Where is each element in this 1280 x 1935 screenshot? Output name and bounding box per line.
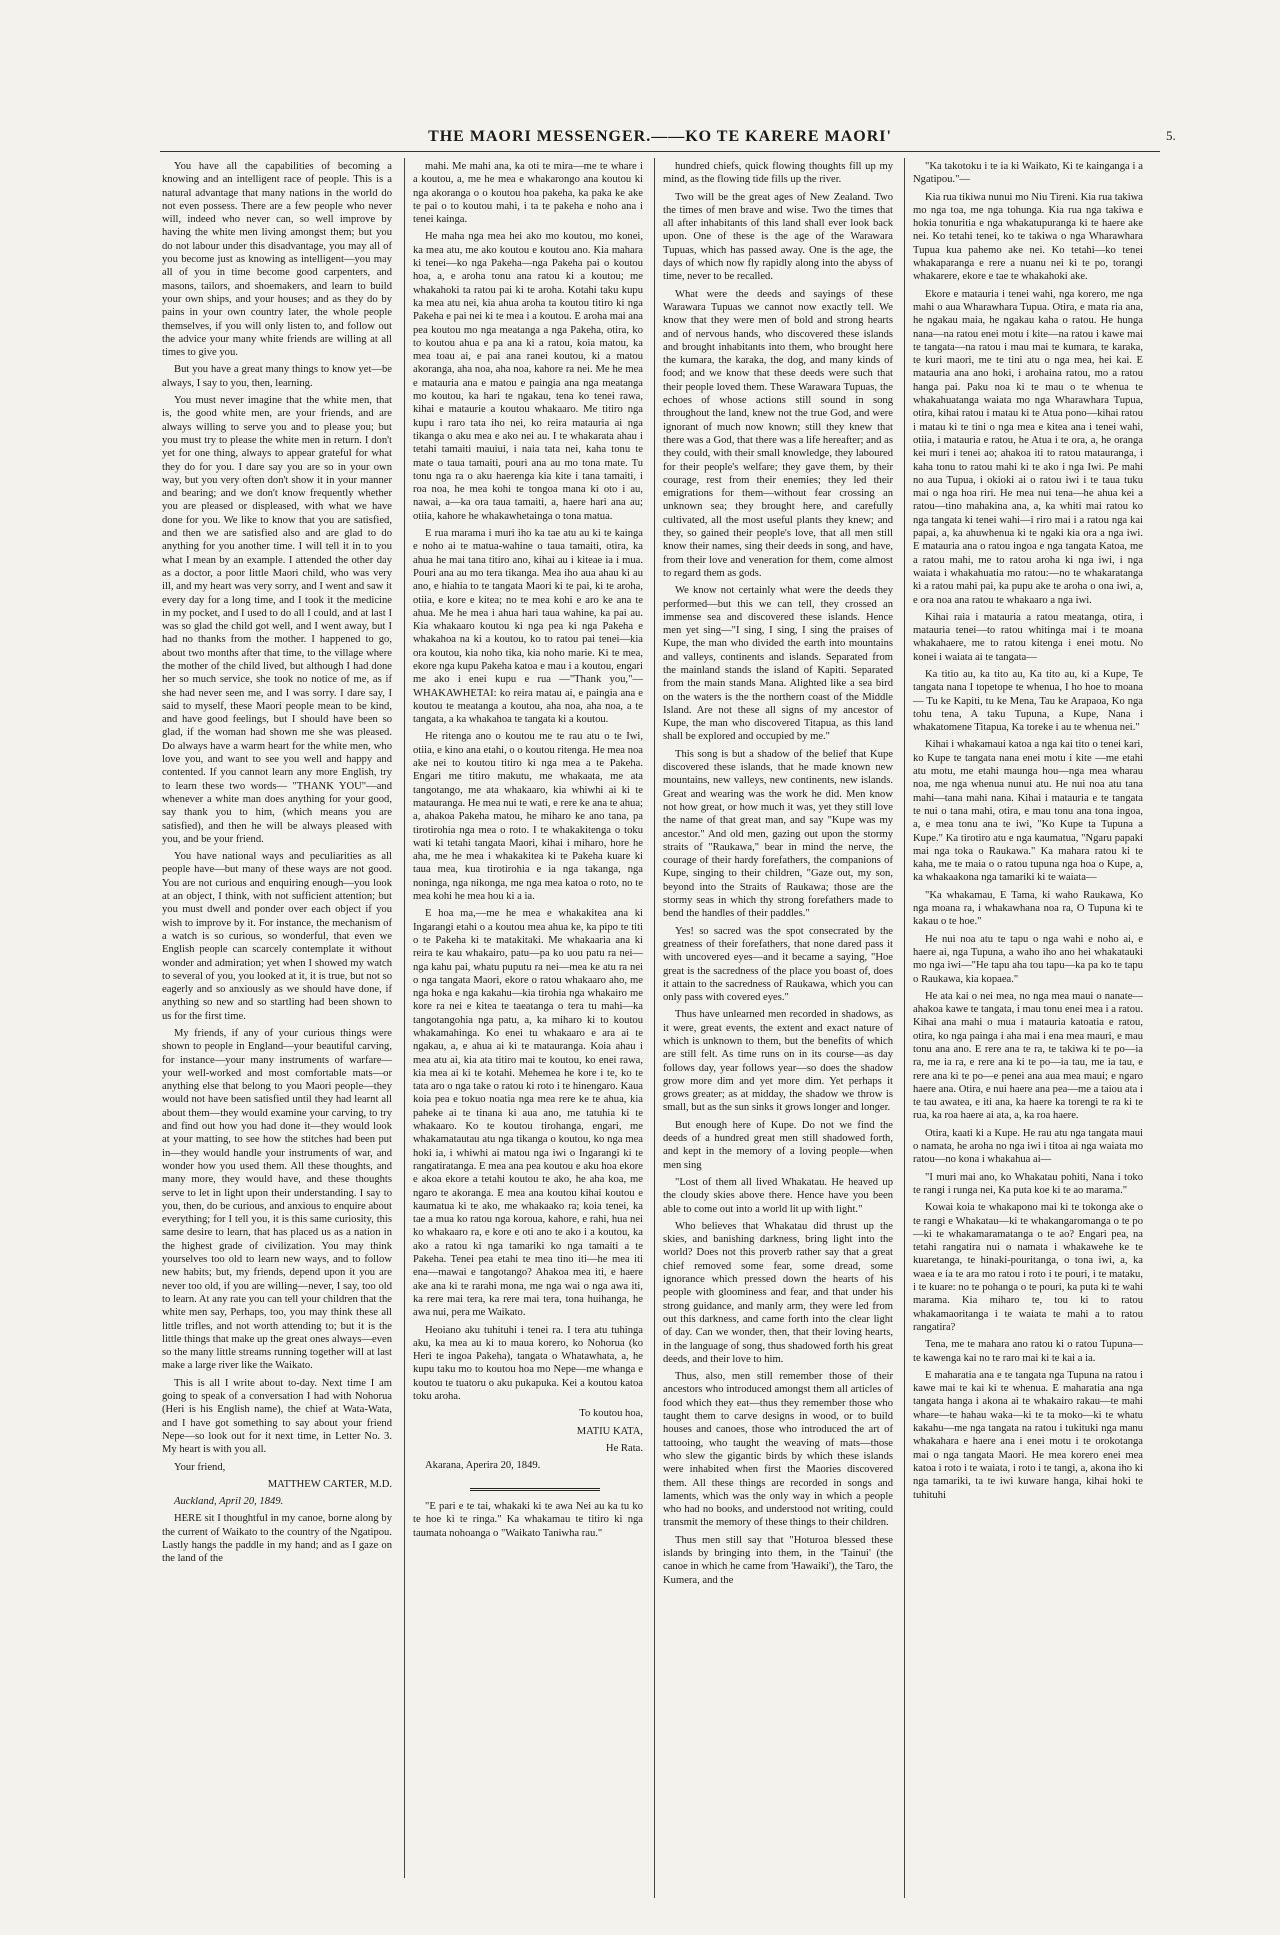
header-rule	[160, 151, 1160, 152]
paragraph: "E pari e te tai, whakaki ki te awa Nei au ka tu ko te hoe ki te ringa." Ka whakamau te titiro ki nga taumata nohoanga o "Waikato Taniwha rau."	[413, 1501, 643, 1539]
paragraph: Tena, me te mahara ano ratou ki o ratou Tupuna—te kawenga kai no te raro mai ki te kai a ia.	[913, 1339, 1143, 1364]
signature-place: Akarana, Aperira 20, 1849.	[425, 1460, 541, 1472]
column-rule	[654, 158, 655, 1898]
paragraph: Thus have unlearned men recorded in shadows, as it were, great events, the extent and exact nature of which is unknown to them, but the benefits of which are still felt. As time runs on in its course—as day follows day, year follows year—so does the shadow grow more dim and yet more dim. Yet perhaps it grows greater; as at midday, the shadow we throw is small, but as the sun sinks it grows longer and longer.	[663, 1009, 893, 1114]
signature-title: He Rata.	[605, 1442, 643, 1454]
paragraph: You have national ways and peculiarities as all people have—but many of these ways are not good. You are not curious and enquiring enough—you look at an object, I think, with not sufficient attention; but you must dwell and ponder over each object if you wish to improve by it. For instance, the mechanism of a watch is so curious, so wonderful, that even we English people can scarcely contemplate it without wonder and admiration; yet when I showed my watch to several of you, you looked at it, it is true, but not so eagerly and so anxiously as we should have done, if anything so new and so startling had been shown to us for the first time.	[162, 851, 392, 1022]
page-number: 5.	[1166, 128, 1176, 143]
paragraph: HERE sit I thoughtful in my canoe, borne along by the current of Waikato to the country of the Ngatipou. Lastly hangs the paddle in my hand; and as I gaze on the land of the	[162, 1513, 392, 1565]
paragraph: Heoiano aku tuhituhi i tenei ra. I tera atu tuhinga aku, ka mea au ki to maua korero, ko Nohorua (ko Heri te ingoa Pakeha), tangata o Whatawhata, a, he kupu taku mo to koutou hoa mo Nepe—me whanga e koutou te tuatoru o aku pukapuka. Kei a koutou katoa toku aroha.	[413, 1324, 643, 1403]
paragraph: Kowai koia te whakapono mai ki te tokonga ake o te rangi e Whakatau—ki te whakangaromanga o te po—ki te whakamaramatanga o te ao? Engari pea, na tetahi rangatira nui o namata i whakawehe ke te kuaretanga, te hinaki-pouritanga, o tona iwi, a, ka waea e ia te ara mo ratou i roto i te pouri, i te mataku, i te kuare: no te pohanga o te pouri, ka puta ki te wahi marama. Kia miharo te, tou ki to ratou whakamaoritanga i te waiata te mahi a to ratou rangatira?	[913, 1202, 1143, 1333]
paragraph: But enough here of Kupe. Do not we find the deeds of a hundred great men still shadowed forth, and kept in the memory of a loving people—when men sing	[663, 1119, 893, 1171]
chant-verse: "I muri mai ano, ko Whakatau pohiti, Nana i toko te rangi i runga nei, Ka puta koe ki te ao marama."	[913, 1171, 1143, 1196]
column-rule	[404, 158, 405, 1878]
paragraph: Kia rua tikiwa nunui mo Niu Tireni. Kia rua takiwa mo nga toa, me nga tohunga. Kia rua nga takiwa e hokia tonuritia e nga whakatupuranga ki te haere ake nei. Ko tetahi tenei, ko te takiwa o nga Wharawhara Tupua kua pahemo ake nei. Ko tetahi—ko tenei whakaparanga e rere a nuanu nei ki te po, torangi whakarere, ekore e tae te whakahoki ake.	[913, 191, 1143, 283]
paragraph: Ekore e matauria i tenei wahi, nga korero, me nga mahi o aua Wharawhara Tupua. Otira, e mata ria ana, he ngakau maia, he ngakau kaha o ratou. He hunga nana—na ratou enei motu i kite—na ratou i kawe mai te tangata—na ratou i mau mai te kumara, te karaka, te kuri maori, me te tini atu o nga mea, hei kai. E matauria ana ano hoki, i arohaina ratou, mo a ratou hanga pai. Paku noa ki te mau o te whenua te whakahuatanga waiata mo nga Wharawhara Tupua, otira, kihai ratou i matau ki te Atua pono—kihai ratou i matau ki te tini o nga mea e kitea ana i tenei wahi, otiia, i matauria e ratou, he Atua i te ora, a, he oranga kei muri i tenei ao; ahakoa iti to ratou matauranga, i kaha tonu to ratou mahi ki te ako i nga Iwi. Pe mahi no aua Tupua, i okioki ai o ratou iwi i te taua tuku mai o nga hoa riri. He mea nui tena—he ahua kei a ratou—tino mahakina ana, a, ka whiti mai ratou ko nga tangata ki tenei wahi—i riro mai i a ratou nga kai papai, a, ka ahuwhenua ki te ngaki kia ora a nga iwi. E matauria ana o ratou ingoa e nga tangata Katoa, me a ratou mahi, me to ratou aroha ki nga iwi, i nga waiata i whakahuatia mo ratou:—no te whakaratanga ki a ratou mahi pai, ka pupu ake te aroha o ona iwi, a, e ora noa ana ratou te whakaaro a nga iwi.	[913, 288, 1143, 606]
paragraph: E maharatia ana e te tangata nga Tupuna na ratou i kawe mai te kai ki te whenua. E maharatia ana nga tangata hanga i akona ai te whakairo rakau—te mahi whare—te hahau waka—ki te ta moko—ki te whatu kakahu—me nga tangata na ratou i tukituki nga manu whakahara e haere ana i enei motu i te orokotanga mai o nga tangata Maori. He mea korero enei mea katoa i roto i te waiata, i roto i te tangi, a, akona iho ki nga tamariki, ta te iwi kuware hanga, kihai hoki te tuhituhi	[913, 1369, 1143, 1501]
paragraph: He nui noa atu te tapu o nga wahi e noho ai, e haere ai, nga Tupuna, a waho iho ano hei whakatauki mo nga iwi—"He tapu aha tou tapu—ka pa ko te tapu o Raukawa, kia kopaea."	[913, 933, 1143, 985]
paragraph: Thus men still say that "Hoturoa blessed these islands by bringing into them, in the 'Tainui' (the canoe in which he came from 'Hawaiki'), the Taro, the Kumera, and the	[663, 1534, 893, 1586]
paragraph: You have all the capabilities of becoming a knowing and an intelligent race of people. This is a natural advantage that many nations in the world do not even possess. There are a few people who never will, indeed who never can, so well improve by having the white men living amongst them; but you do not labour under this disadvantage, you may all of you become just as knowing as intelligent—you may all of you in time become good carpenters, and masons, tailors, and shoemakers, and learn to build your own ships, and your houses; and as they do by pains in your own country later, the whole people themselves, if you will only listen to, and follow out the advice your many white friends are willing at all times to give you.	[162, 161, 392, 359]
masthead: THE MAORI MESSENGER.——KO TE KARERE MAORI'	[428, 128, 892, 145]
maori-article-start	[413, 1500, 643, 1540]
signature-closing: To koutou hoa,	[579, 1408, 643, 1420]
paragraph: What were the deeds and sayings of these Warawara Tupuas we cannot now exactly tell. We know that they were men of bold and strong hearts and of nervous hands, who discovered these islands and brought inhabitants into them, who brought here the kumara, the karaka, the dog, and many kinds of food; and we know that these deeds were such that their people loved them. These Warawara Tupuas, the echoes of whose actions still sound in song throughout the land, knew not the true God, and were ignorant of much now known; still they knew that there was a God, that there was a life hereafter; and as they could, with their small knowledge, they laboured for their people's welfare; they gave them, by their courage, rest from their enemies; they led their emigrations for them—without fear crossing an unknown sea; they brought here, and carefully cultivated, all the most useful plants they knew; and they, so gained their people's love, that all men still know their names, sing their deeds in song, and have, from their love and veneration for them, come almost to regard them as gods.	[663, 288, 893, 579]
paragraph: My friends, if any of your curious things were shown to people in England—your beautiful carving, for instance—your many instruments of warfare—your well-worked and most comfortable mats—or anything else that belong to you Maori people—they would not have been satisfied until they had learnt all about them—they would examine your carving, to try and find out how you had done it—they would look at your matting, to see how the stitches had been put in—they would handle your instruments of war, and wonder how you used them. All these thoughts, and many more, they would have, and these thoughts serve to let in light upon their understanding. I say to you, then, do be curious, and anxious to enquire about everything; for I tell you, it is this same curiosity, this same desire to learn, that has placed us as a nation in the highest grade of civilization. You may think yourselves too old to learn new ways, and to follow new habits; but, my friends, depend upon it you are never too old, if you are willing—never, I say, too old to learn. At any rate you can tell your children that the white men say, Perhaps, too, you may think these all little trifles, and not worth attending to; but it is the little things that make up the great ones always—even so the many little streams running together will at last make a large river like the Waikato.	[162, 1028, 392, 1372]
signature-name: MATIU KATA,	[576, 1425, 643, 1437]
paragraph: He maha nga mea hei ako mo koutou, mo konei, ka mea atu, me ako koutou e koutou ano. Kia mahara ki tenei—ko nga Pakeha—nga Pakeha pai o koutou hoa, a, e aroha tonu ana ratou ki a koutou; me whakahoki ta ratou pai ki te aroha. Kotahi taku kupu ka mea atu nei, kia ahua aroha ta koutou titiro ki nga Pakeha e pai nei ki te mea i a koutou. E aroha mai ana pea koutou mo nga meatanga a nga Pakeha, otira, ko to koutou ahua e pa ana ki a ratou, koia matou, ka mea toau ai, e pai ana ranei koutou, ki a matou akoranga, aha noa, aha noa, kahore ra nei. Me he mea e matauria ana e matou e paingia ana nga meatanga mo koutou, ka hari te ngakau, tena ko tenei rawa, kihai e mataurie a koutou whakaaro. Me titiro nga kupu i raro tata iho nei, ko reira matauria ai nga tikanga o aku mea e ako nei au. I te whakarata ahau i tetahi tamaiti mauiui, i naia tata nei, kaha tonu te mate o taua tamaiti, pouri ana au mo tona mate. Tu tonu nga ra o aku haerenga kia kite i tana tamaiti, i roa noa, he mea kohi te tongoa mana ki oto i au, nawai, a—ka ora taua tamaiti, a, haere hari ana au; otiia, kahore he whakawhetainga o tona matua.	[413, 231, 643, 522]
column-maori-letter	[413, 160, 643, 1472]
column-english-letter	[162, 160, 392, 1895]
paragraph: Yes! so sacred was the spot consecrated by the greatness of their forefathers, that none dared pass it with uncovered eyes—and it became a saying, "Hoe great is the sacredness of the place you boast of, does it attain to the sacredness of Raukawa, which you can only pass with covered eyes."	[663, 925, 893, 1004]
paragraph: He ata kai o nei mea, no nga mea maui o nanate—ahakoa kawe te tangata, i mau tonu enei mea i a ratou. Kihai ana mahi o mua i matauria katoatia e ratou, otira, ko nga painga i aha mai i ena mea mauri, e mau tonu ana ano. E rere ana te ra, te takiwa ki te po—ia ra, me ia ra, e rere ana ki te po—ia tau, me ia tau, e rere ana ki te po—e penei ana aua mea maui; e ngaro haere ana. Otira, e nui haere ana pea—me a taiou ata i te tau awatea, e iti ana, ka haere ka torengi te ra ki te rua, ka roa haere ai ata, a, ka roa haere.	[913, 990, 1143, 1122]
paragraph: Thus, also, men still remember those of their ancestors who introduced amongst them all articles of food which they eat—thus they remember those who taught them to carve designs in wood, or to build houses and canoes, those who introduced the art of tattooing, who taught the weaving of mats—those who slew the gigantic birds by which these islands were inhabited when first the Maories discovered them. All these things are recorded in songs and laments, which was the only way in which a people who had no books, and understood not writing, could transmit the memory of these things to their children.	[663, 1371, 893, 1529]
paragraph: "Ka takotoku i te ia ki Waikato, Ki te kainganga i a Ngatipou."—	[913, 161, 1143, 186]
paragraph: E rua marama i muri iho ka tae atu au ki te kainga e noho ai te matua-wahine o taua tamaiti, otira, ka ahua he mai tana titiro ano, kihai au i kiteae ia i mua. Pouri ana au mo tera tikanga. Mea iho aua ahau ki au ano, e hiahia to te tangata Maori ki te pai, ki te aroha, otiia, e kore e kitea; no te mea kohi e aro ke ana te ahua. Me he mea i ahua hari taua wahine, ka pai au. Kia whakaaro koutou ki nga pea ki nga Pakeha e whakahoa na ki a koutou, ko to ratou pai tenei—kia ora koutou, kia noho tika, kia noho marie. Ki te mea, ekore nga kupu Pakeha katoa e mau i a koutou, engari me ako i enei kupu e rua —"Thank you,"—WHAKAWHETAI: ko reira matau ai, e paingia ana e koutou te meatanga a koutou, aha noa, aha noa, a te tangata, a ka whakahoa te tangata ki a koutou.	[413, 528, 643, 726]
paragraph: You must never imagine that the white men, that is, the good white men, are your friends, and are always willing to serve you and to please you; but you must try to please the white men in return. I don't yet for one thing, always to appear grateful for what they do for you. I dare say you are so in your own way, but you very often don't show it in your manner and bearing; and we don't know frequently whether you are pleased or displeased, with what we have done for you. We like to know that you are satisfied, and then we are satisfied also and are glad to do anything for you another time. I will tell it in to you what I mean by an example. I attended the other day as a doctor, a poor little Maori child, who was very ill, and my heart was very sorry, and I went and saw it every day for a long time, and I took it the medicine in my pocket, and I used to do all I could, and at last I was so glad the child got well, and I went away, but I had no thanks from the mother. I happened to go, about two months after that time, to the village where the mother of the child lived, but although I had done her so much service, she took no notice of me, as if she had never seen me, and I was sorry. I dare say, I said to myself, these Maori people mean to be kind, and have good feelings, but I should have been so glad, if the woman had shown me she was pleased. Do always have a warm heart for the white men, who love you, and want to see you well and happy and contented. If you cannot learn any more English, try to learn these two words— "THANK YOU"—and whenever a white man does anything for your good, say thank you to him, (which means you are satisfied), and then he will be always pleased with you, and be your friend.	[162, 395, 392, 845]
paragraph: Kihai i whakamaui katoa a nga kai tito o tenei kari, ko Kupe te tangata nana enei motu i kite —me etahi atu motu, me etahi maunga hou—nga mea wharau noa, me nga whenua nunui atu. He nui noa atu tana mahi—tana mahi nana. Kihai i matauria e te tangata te nui o tana mahi, otira, e mau tonu ana tona ingoa, a, e mea tonu ana te iwi, "Ko Kupe ta Tupuna a Kupe." Ka tirotiro atu e nga kaumatua, "Ngaru papaki mai nga toka o Raukawa." Ka mahara ratou ki te kaha, me te maia o o ratou tupuna nga hoa o Kupe, a, ka whakaakona nga tamariki ki te waiata—	[913, 739, 1143, 884]
signature-name: MATTHEW CARTER, M.D.	[267, 1478, 392, 1490]
paragraph: E hoa ma,—me he mea e whakakitea ana ki Ingarangi etahi o a koutou mea ahua ke, ka pipo te titi o te Pakeha ki te matakitaki. Me whakaaria ana ki reira te kau whakairo, patu—pa ko uou patu ra nei—nga kahu pai, whatu puputu ra nei—mea ke atu ra nei o nga tangata Maori, ekore o ratou whakaaro aho, me nga hoka e nga kakahu—kia tirohia nga whakairo me kore ra nei e kitea te taeatanga o tera tu mahi—ka tangotangohia nga patu, a, ka miharo ki to koutou whakamahinga. Ko enei tu whakaaro e ara ai te ngakau, a, e ahua ai ki te matauranga. Koia ahau i mea atu ai, kia ata titiro mai te koutou, ko enei rawa, kia mea ai ki te kotahi. Mehemea he kore i te, ko te tata aro o nga take o ratou ki roto i te hinengaro. Kaua koia pea e tokuo noatia nga mea rere ke te ahua, kia paheke ai te tinana ki aua ano, me tatuhia ki te whakaaro. Ko te koutou tirohanga, engari, me whakamatautau atu nga tikanga o koutou, ko nga mea hoki ia, i whiwhi ai matou nga iwi o Ingarangi ki te rangatiratanga. E mea ana pea koutou e aku hoa ekore e akoa ekore a tetahi koutou te ako, he aha koa, me ngaro te akoranga. E mea ana koutou kihai koutou e kaumatua ki te ako, me whakaako ra; koia tenei, ka tae a mua ko ratou nga koroua, kahore, e rahi, hua nei ko whakaaro ra, e kore e oti ano te ako i a koutou, ka ako a ratou ki nga tamariki ko nga tamaiti a te Pakeha. Tenei pea etahi te mea tino iti—he mea iti ena—mawai e tangotango? Ahakoa mea iti, e haere ake ana ki te rarahi mona, me nga wai o nga awa iti, ka rere mai tera, ka rere mai tera, tona huihanga, he awa nui, pera me Waikato.	[413, 908, 643, 1319]
paragraph: Kihai raia i matauria a ratou meatanga, otira, i matauria tenei—to ratou whitinga mai i te moana whakahaere, me to ratou kitenga i enei motu. No konei i waiata ai te tangata—	[913, 611, 1143, 663]
chant-verse: Ka titio au, ka tito au, Ka tito au, ki a Kupe, Te tangata nana I topetope te whenua, I ho hoe to moana— Tu ke Kapiti, tu ke Mena, Tau ke Arapaoa, Ko nga tohu tena, A taku Tupuna, a Kupe, Nana i whakatomene Titapua, Ka toreke i au te whenua nei."	[913, 668, 1143, 734]
paragraph: mahi. Me mahi ana, ka oti te mira—me te whare i a koutou, a, me he mea e whakarongo ana koutou ki nga akoranga o o koutou hoa pakeha, ka paka ke ake te pai o to koutou mahi, i ta te pakeha e noho ana i tenei kainga.	[413, 161, 643, 226]
paragraph: But you have a great many things to know yet—be always, I say to you, then, learning.	[162, 364, 392, 389]
column-english-article	[663, 160, 893, 1900]
signature-closing: Your friend,	[174, 1461, 226, 1473]
column-rule	[904, 158, 905, 1898]
paragraph: He ritenga ano o koutou me te rau atu o te Iwi, otiia, e kino ana etahi, o o koutou ritenga. He mea noa ake nei to koutou titiro ki nga mea a te Pakeha. Engari me titiro makutu, me whakaata, me ata tangotango, me ata whakaaro, kia whiwhi ai ki te matauranga. He mea nui te wati, e rere ke ana te ahua; a, ahakoa Pakeha matou, he miharo ke ano tana, pa tirotirohia nga mea o roto. I te whakakitenga o toku wati ki tetahi tangata Maori, kihai i miharo, hore he aha, me he mea i whakakitea ki te Pakeha kuare ki taua mea, kua tirotirohia e ia nga takanga, nga noninga, nga nikonga, me nga mea katoa o roto, no te mea kohi he mea hou ki a ia.	[413, 731, 643, 903]
paragraph: Otira, kaati ki a Kupe. He rau atu nga tangata maui o namata, he aroha no nga iwi i titoa ai nga waiata mo ratou—no kona i whakahua ai—	[913, 1127, 1143, 1166]
paragraph: We know not certainly what were the deeds they performed—but this we can tell, they crossed an immense sea and discovered these islands. Hence men yet sing—"I sing, I sing, I sing the praises of Kupe, the man who divided the earth into mountains and valleys, continents and islands. Separated from the mainland stands the island of Kapiti. Separated from the main stands Mana. Alighted like a sea bird on the waters is the the northern coast of the Middle Island. Are not these all signs of my ancestor of Kupe, the man who discovered Titapua, as this land shall be explored and occupied by me."	[663, 585, 893, 743]
paragraph: Who believes that Whakatau did thrust up the skies, and banishing darkness, bring light into the world? Does not this proverb rather say that a great chief removed some fear, some dread, some ignorance which pressed down the hearts of his people with gloominess and fear, and that under his strong guidance, and manly arm, they were led from out this darkness, and came forth into the clear light of day. Can we wonder, then, that their loving hearts, in the language of song, thus shadowed forth his great deeds, and their love to him.	[663, 1220, 893, 1365]
paragraph: This song is but a shadow of the belief that Kupe discovered these islands, that he made known new mountains, new valleys, new continents, new islands. Great and wearing was the work he did. Men know not how great, or how much it was, yet they still love the name of that great man, and say "Kupe was my ancestor." And old men, gazing out upon the stormy straits of "Raukawa," bear in mind the nerve, the courage of their hardy forefathers, the companions of Kupe, singing to their children, "Gaze out, my son, beyond into the Straits of Raukawa; those are the stormy seas in which thy strong forefathers made to bend the handles of their paddles."	[663, 748, 893, 920]
column-maori-article	[913, 160, 1143, 1900]
paragraph: "Lost of them all lived Whakatau. He heaved up the cloudy skies above there. Hence have you been able to come out into a world lit up with light."	[663, 1176, 893, 1215]
paragraph: hundred chiefs, quick flowing thoughts fill up my mind, as the flowing tide fills up the river.	[663, 161, 893, 186]
paragraph: Two will be the great ages of New Zealand. Two the times of men brave and wise. Two the times that all after inhabitants of this land shall ever look back upon. One of these is the age of the Warawara Tupuas, which has passed away. One is the age, the days of which now fly rapidly along into the abyss of time, never to be recalled.	[663, 191, 893, 283]
section-divider	[470, 1488, 600, 1491]
paragraph: This is all I write about to-day. Next time I am going to speak of a conversation I had with Nohorua (Heri is his English name), the chief at Wata-Wata, and I have got something to say about your friend Nepe—so look out for it next time, in Letter No. 3. My heart is with you all.	[162, 1377, 392, 1456]
signature-place: Auckland, April 20, 1849.	[174, 1496, 284, 1508]
chant-verse: "Ka whakamau, E Tama, ki waho Raukawa, Ko nga moana ra, i whakawhana noa ra, O Tupuna ki te kakau o te hoe."	[913, 889, 1143, 928]
